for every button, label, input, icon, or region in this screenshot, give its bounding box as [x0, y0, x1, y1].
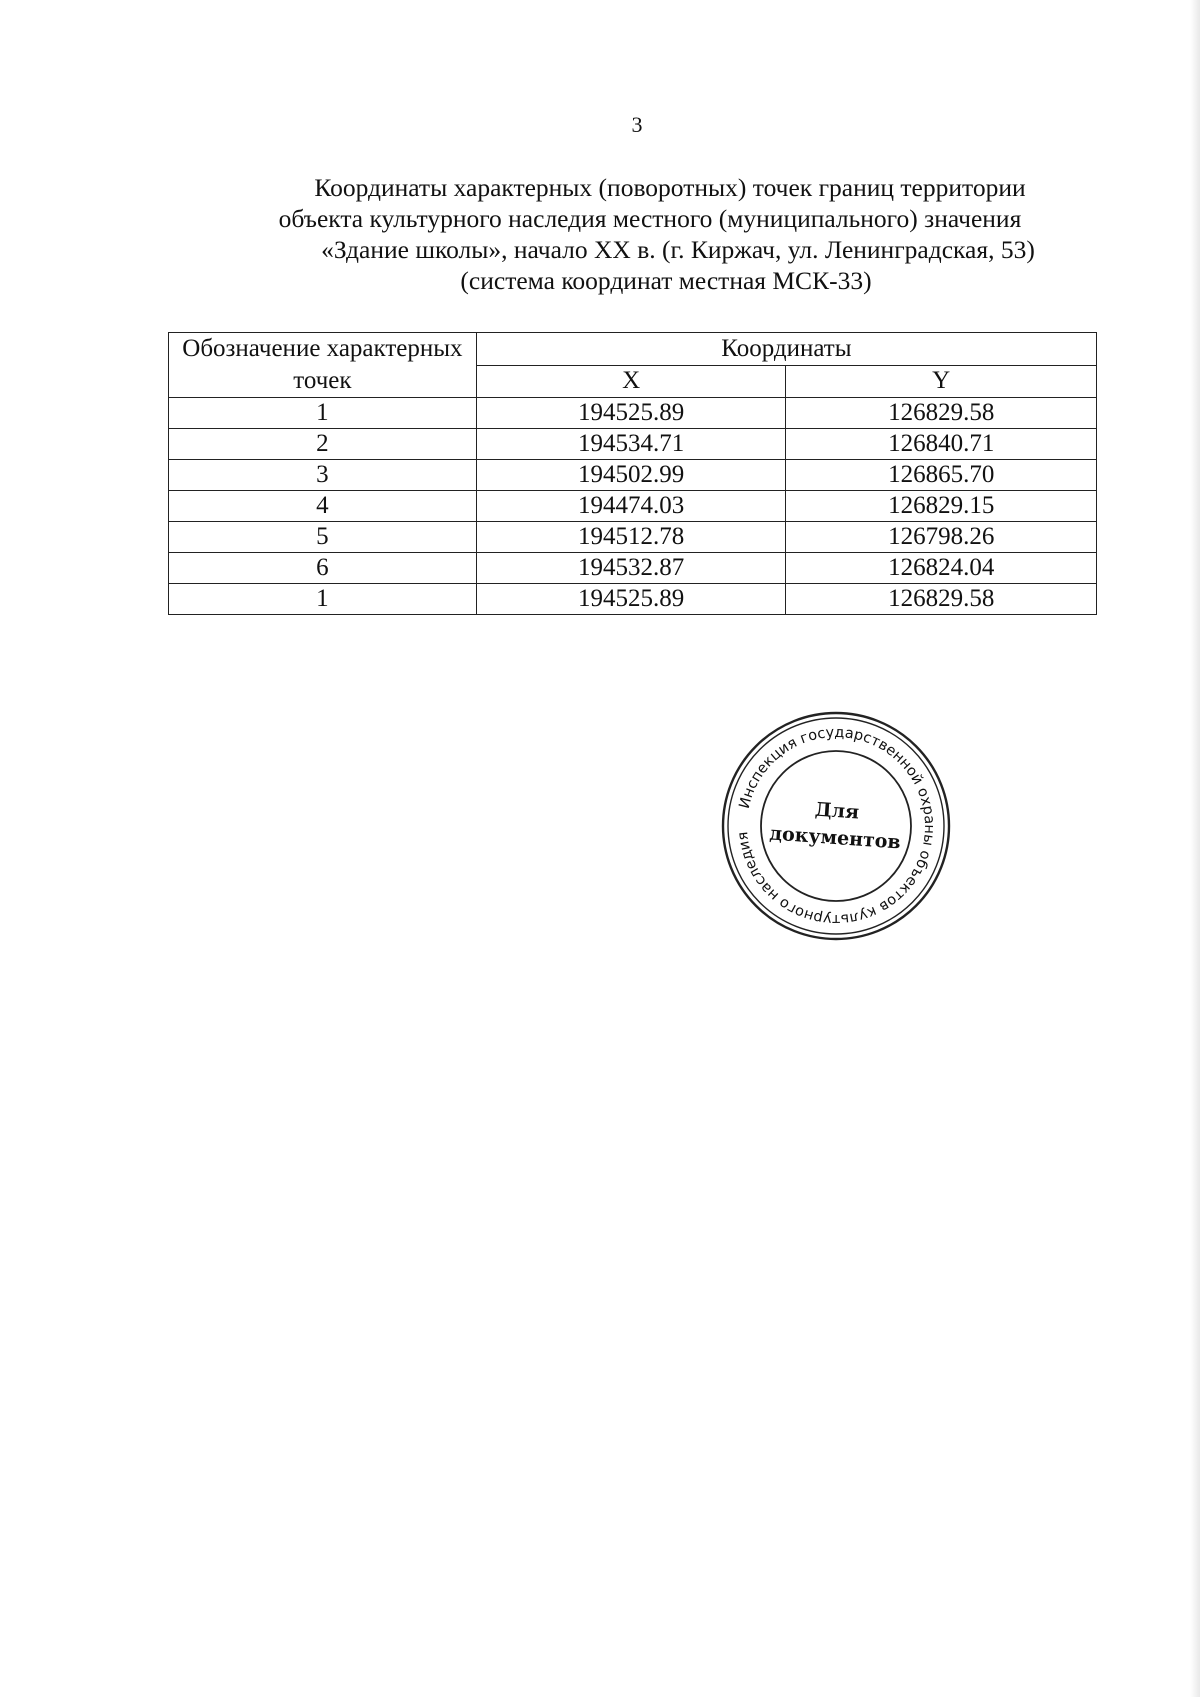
- cell-point: 2: [169, 429, 477, 460]
- cell-x: 194534.71: [476, 429, 786, 460]
- header-y: Y: [786, 365, 1097, 398]
- cell-y: 126829.58: [786, 584, 1097, 615]
- cell-point: 3: [169, 460, 477, 491]
- header-x: X: [476, 365, 786, 398]
- title-line-3: «Здание школы», начало XX в. (г. Киржач, ул. Ленинградская, 53): [321, 235, 1035, 264]
- cell-point: 1: [169, 398, 477, 429]
- cell-point: 6: [169, 553, 477, 584]
- title-line-2: объекта культурного наследия местного (муниципального) значения: [278, 204, 1022, 233]
- table-row: [169, 553, 1097, 584]
- cell-point: 4: [169, 491, 477, 522]
- stamp-center-line-2: документов: [768, 822, 902, 854]
- cell-x: 194474.03: [476, 491, 786, 522]
- cell-y: 126824.04: [786, 553, 1097, 584]
- header-point-designation: Обозначение характерных точек: [169, 333, 477, 398]
- table-row: [169, 460, 1097, 491]
- coordinates-table: [168, 332, 1097, 615]
- cell-y: 126829.58: [786, 398, 1097, 429]
- cell-y: 126865.70: [786, 460, 1097, 491]
- header-coordinates: Координаты: [476, 333, 1096, 366]
- table-row: [169, 522, 1097, 553]
- table-header-row-1: [169, 333, 1097, 366]
- table-row: [169, 429, 1097, 460]
- table-row: [169, 398, 1097, 429]
- cell-y: 126840.71: [786, 429, 1097, 460]
- cell-x: 194512.78: [476, 522, 786, 553]
- official-stamp: [720, 710, 952, 942]
- stamp-ring-text: Инспекция государственной охраны объектов культурного наследия: [735, 724, 938, 928]
- cell-y: 126798.26: [786, 522, 1097, 553]
- stamp-center-line-1: Для: [814, 798, 860, 824]
- table-row: [169, 491, 1097, 522]
- cell-point: 5: [169, 522, 477, 553]
- cell-x: 194525.89: [476, 584, 786, 615]
- title-line-4: (система координат местная МСК-33): [460, 266, 872, 295]
- page-edge: [1190, 0, 1200, 1697]
- cell-point: 1: [169, 584, 477, 615]
- page-number: 3: [631, 112, 643, 137]
- cell-x: 194525.89: [476, 398, 786, 429]
- table-row: [169, 584, 1097, 615]
- cell-x: 194532.87: [476, 553, 786, 584]
- title-line-1: Координаты характерных (поворотных) точек границ территории: [314, 173, 1026, 202]
- cell-x: 194502.99: [476, 460, 786, 491]
- document-title: [150, 172, 1150, 296]
- cell-y: 126829.15: [786, 491, 1097, 522]
